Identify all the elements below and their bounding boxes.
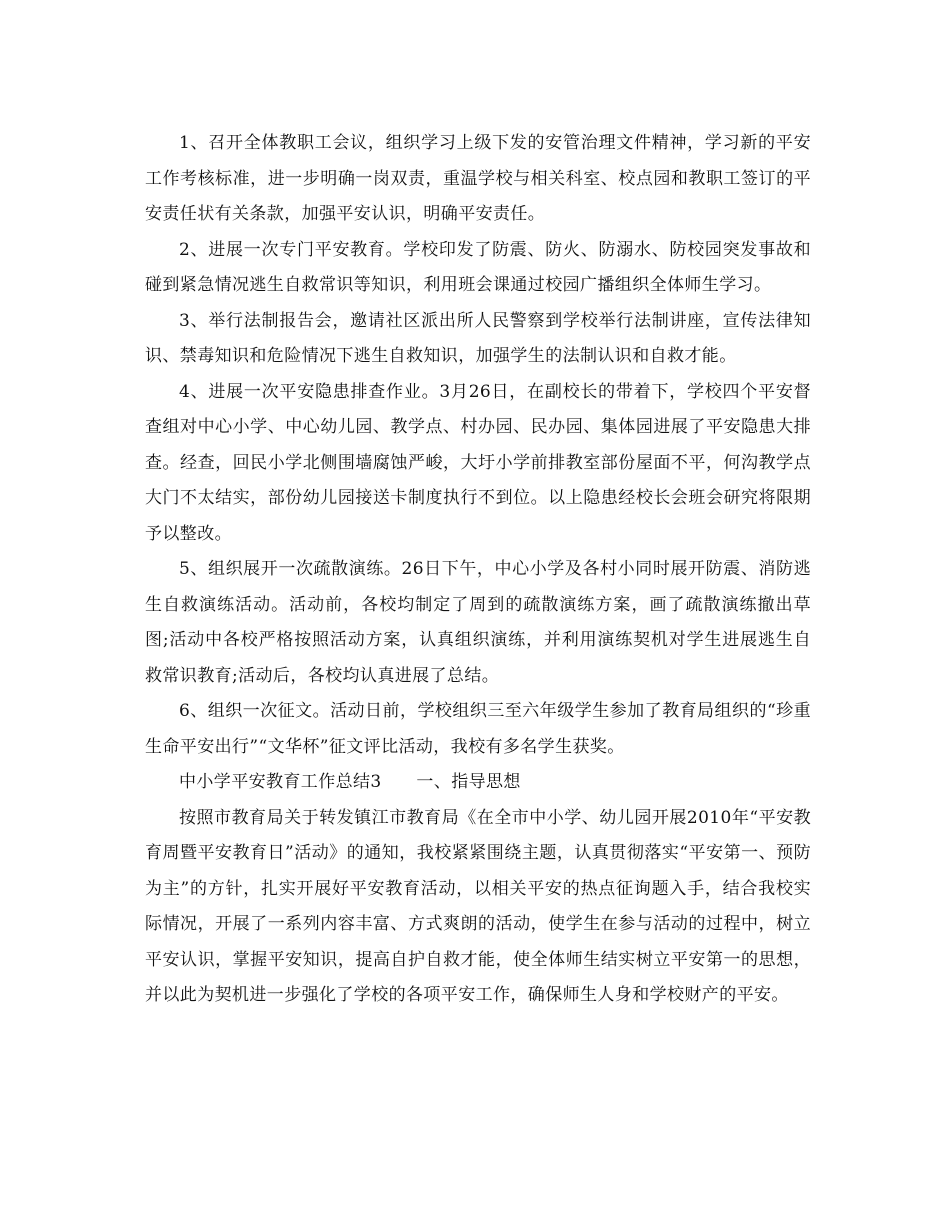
paragraph-guiding-ideas: 按照市教育局关于转发镇江市教育局《在全市中小学、幼儿园开展2010年“平安教育周暨平安教育日”活动》的通知，我校紧紧围绕主题，认真贯彻落实“平安第一、预防为主”的方针，扎实开展好平安教育活动，以相关平安的热点征询题入手，结合我校实际情况，开展了一系列内容丰富、方式爽朗的活动，使学生在参与活动的过程中，树立平安认识，掌握平安知识，提高自护自救才能，使全体师生结实树立平安第一的思想，并以此为契机进一步强化了学校的各项平安工作，确保师生人身和学校财产的平安。	[145, 807, 811, 1005]
paragraph-1: 1、召开全体教职工会议，组织学习上级下发的安管治理文件精神，学习新的平安工作考核标准，进一步明确一岗双责，重温学校与相关科室、校点园和教职工签订的平安责任状有关条款，加强平安认识，明确平安责任。	[145, 133, 811, 224]
paragraph-5: 5、组织展开一次疏散演练。26日下午，中心小学及各村小同时展开防震、消防逃生自救演练活动。活动前，各校均制定了周到的疏散演练方案，画了疏散演练撤出草图;活动中各校严格按照活动方案，认真组织演练，并利用演练契机对学生进展逃生自救常识教育;活动后，各校均认真进展了总结。	[145, 559, 811, 686]
paragraph-6: 6、组织一次征文。活动日前，学校组织三至六年级学生参加了教育局组织的“珍重生命平安出行”“文华杯”征文评比活动，我校有多名学生获奖。	[145, 701, 811, 757]
paragraph-2: 2、进展一次专门平安教育。学校印发了防震、防火、防溺水、防校园突发事故和碰到紧急情况逃生自救常识等知识，利用班会课通过校园广播组织全体师生学习。	[145, 239, 811, 295]
paragraph-3: 3、举行法制报告会，邀请社区派出所人民警察到学校举行法制讲座，宣传法律知识、禁毒知识和危险情况下逃生自救知识，加强学生的法制认识和自救才能。	[145, 310, 811, 366]
section-heading: 中小学平安教育工作总结3 一、指导思想	[179, 772, 521, 792]
paragraph-4: 4、进展一次平安隐患排查作业。3月26日，在副校长的带着下，学校四个平安督查组对中心小学、中心幼儿园、教学点、村办园、民办园、集体园进展了平安隐患大排查。经查，回民小学北侧围墙腐蚀严峻，大圩小学前排教室部份屋面不平，何沟教学点大门不太结实，部份幼儿园接送卡制度执行不到位。以上隐患经校长会班会研究将限期予以整改。	[145, 381, 811, 544]
document-page	[145, 126, 811, 1014]
